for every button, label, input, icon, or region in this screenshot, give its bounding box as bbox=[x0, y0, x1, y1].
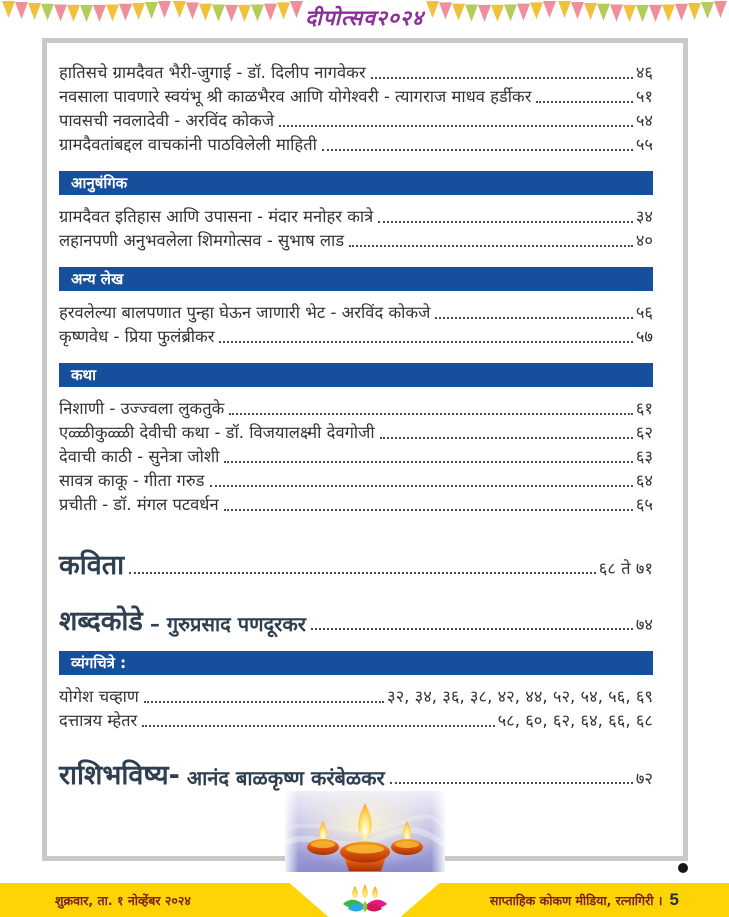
entry-title: प्रचीती - डॉ. मंगल पटवर्धन bbox=[59, 495, 219, 514]
footer-date: शुक्रवार, ता. १ नोव्हेंबर २०२४ bbox=[55, 892, 191, 908]
dot-leader bbox=[210, 485, 633, 487]
toc-entry-row bbox=[59, 683, 653, 707]
section-entries-katha bbox=[59, 395, 653, 515]
toc-entry-row bbox=[59, 419, 653, 443]
toc-entry-row bbox=[59, 467, 653, 491]
bunting-cluster bbox=[173, 0, 303, 30]
feature-row-kavita bbox=[59, 537, 653, 579]
toc-entry-row bbox=[59, 443, 653, 467]
dot-leader bbox=[380, 437, 633, 439]
feature-title: राशिभविष्य- bbox=[59, 760, 180, 791]
bunting-cluster bbox=[558, 0, 727, 30]
entry-title: निशाणी - उज्ज्वला लुकतुके bbox=[59, 399, 225, 418]
section-heading-anya-lekh: अन्य लेख bbox=[59, 267, 653, 291]
feature-row-rashibhavishya bbox=[59, 747, 653, 789]
feature-title: शब्दकोडे bbox=[59, 606, 143, 637]
dot-leader bbox=[219, 341, 632, 343]
entry-page-number: ५१ bbox=[635, 87, 653, 106]
dot-leader bbox=[224, 461, 632, 463]
section-heading-vyangachitre: व्यंगचित्रे : bbox=[59, 651, 653, 675]
dot-leader bbox=[390, 782, 633, 784]
entry-page-number: ४० bbox=[635, 231, 653, 250]
entry-page-number: ६५ bbox=[635, 495, 653, 514]
footer-publication: साप्ताहिक कोकण मीडिया, रत्नागिरी । bbox=[489, 892, 663, 908]
footer-bar bbox=[0, 883, 729, 917]
entry-title: लहानपणी अनुभवलेला शिमगोत्सव - सुभाष लाड bbox=[59, 231, 345, 250]
entry-title: दत्तात्रय म्हेतर bbox=[59, 711, 138, 730]
footer-publication-block bbox=[490, 890, 679, 910]
section-entries-anya-lekh bbox=[59, 299, 653, 347]
dot-leader bbox=[142, 725, 494, 727]
entry-page-number: ६३ bbox=[635, 447, 653, 466]
entry-page-number: ५७ bbox=[635, 327, 653, 346]
dot-leader bbox=[129, 572, 596, 574]
entry-page-number: ६१ bbox=[635, 399, 653, 418]
dot-leader bbox=[536, 101, 632, 103]
dot-leader bbox=[144, 701, 384, 703]
dot-leader bbox=[371, 77, 633, 79]
entry-title: हरवलेल्या बालपणात पुन्हा घेऊन जाणारी भेट - अरविंद कोकजे bbox=[59, 303, 431, 322]
toc-entry-row bbox=[59, 203, 653, 227]
bunting-cluster bbox=[2, 0, 171, 30]
entry-page-number: ५४ bbox=[635, 111, 653, 130]
dot-leader bbox=[279, 125, 633, 127]
toc-entry-row bbox=[59, 227, 653, 251]
diya-flames-logo bbox=[341, 884, 389, 916]
entry-page-number: ६२ bbox=[635, 423, 653, 442]
dot-leader bbox=[349, 245, 633, 247]
entry-title: कृष्णवेध - प्रिया फुलंब्रीकर bbox=[59, 327, 215, 346]
entry-page-number: ३४ bbox=[635, 207, 653, 226]
entry-title: ग्रामदैवत इतिहास आणि उपासना - मंदार मनोहर कात्रे bbox=[59, 207, 374, 226]
toc-entry-row bbox=[59, 83, 653, 107]
entry-page-number: ६४ bbox=[635, 471, 653, 490]
toc-entry-row bbox=[59, 491, 653, 515]
feature-row-shabdakode bbox=[59, 593, 653, 635]
dot-leader bbox=[229, 413, 633, 415]
entry-page-number: ५५ bbox=[635, 135, 653, 154]
dot-leader bbox=[311, 628, 633, 630]
issue-title: दीपोत्सव२०२४ bbox=[305, 6, 424, 30]
toc-top-entries bbox=[59, 59, 653, 155]
section-heading-anushangik: आनुषंगिक bbox=[59, 171, 653, 195]
feature-author: आनंद बाळकृष्ण करंबेळकर bbox=[186, 766, 385, 790]
dot-leader bbox=[322, 149, 633, 151]
bullet-dot bbox=[678, 863, 688, 873]
dot-leader bbox=[224, 509, 633, 511]
entry-title: हातिसचे ग्रामदैवत भैरी-जुगाई - डॉ. दिलीप नागवेकर bbox=[59, 63, 366, 82]
entry-title: देवाची काठी - सुनेत्रा जोशी bbox=[59, 447, 220, 466]
feature-page-number: ७४ bbox=[635, 615, 653, 634]
entry-page-numbers: ५८, ६०, ६२, ६४, ६६, ६८ bbox=[497, 711, 653, 730]
section-entries-anushangik bbox=[59, 203, 653, 251]
diya-lamps-image bbox=[285, 791, 445, 872]
toc-entry-row bbox=[59, 59, 653, 83]
entry-title: ग्रामदैवतांबद्दल वाचकांनी पाठविलेली माहिती bbox=[59, 135, 317, 154]
feature-page-number: ६८ ते ७१ bbox=[598, 559, 653, 578]
bunting-cluster bbox=[426, 0, 556, 30]
entry-title: एळ्ळीकुळ्ळी देवीची कथा - डॉ. विजयालक्ष्मी देवगोजी bbox=[59, 423, 375, 442]
toc-entry-row bbox=[59, 395, 653, 419]
entry-title: योगेश चव्हाण bbox=[59, 687, 139, 706]
toc-entry-row bbox=[59, 323, 653, 347]
toc-entry-row bbox=[59, 299, 653, 323]
feature-title: कविता bbox=[59, 550, 125, 581]
section-heading-katha: कथा bbox=[59, 363, 653, 387]
entry-title: पावसची नवलादेवी - अरविंद कोकजे bbox=[59, 111, 275, 130]
section-entries-vyangachitre bbox=[59, 683, 653, 731]
feature-author: – गुरुप्रसाद पणदूरकर bbox=[149, 612, 306, 636]
entry-page-number: ५६ bbox=[635, 303, 653, 322]
toc-entry-row bbox=[59, 707, 653, 731]
entry-page-numbers: ३२, ३४, ३६, ३८, ४२, ४४, ५२, ५४, ५६, ६९ bbox=[386, 687, 653, 706]
dot-leader bbox=[378, 221, 633, 223]
feature-page-number: ७२ bbox=[635, 769, 653, 788]
entry-title: सावत्र काकू - गीता गरुड bbox=[59, 471, 205, 490]
dot-leader bbox=[435, 317, 633, 319]
toc-frame bbox=[42, 38, 688, 861]
toc-entry-row bbox=[59, 107, 653, 131]
footer-page-number: 5 bbox=[669, 890, 679, 909]
bunting-flags bbox=[0, 0, 729, 36]
toc-entry-row bbox=[59, 131, 653, 155]
entry-title: नवसाला पावणारे स्वयंभू श्री काळभैरव आणि योगेश्वरी - त्यागराज माधव हर्डीकर bbox=[59, 87, 532, 106]
entry-page-number: ४६ bbox=[635, 63, 653, 82]
